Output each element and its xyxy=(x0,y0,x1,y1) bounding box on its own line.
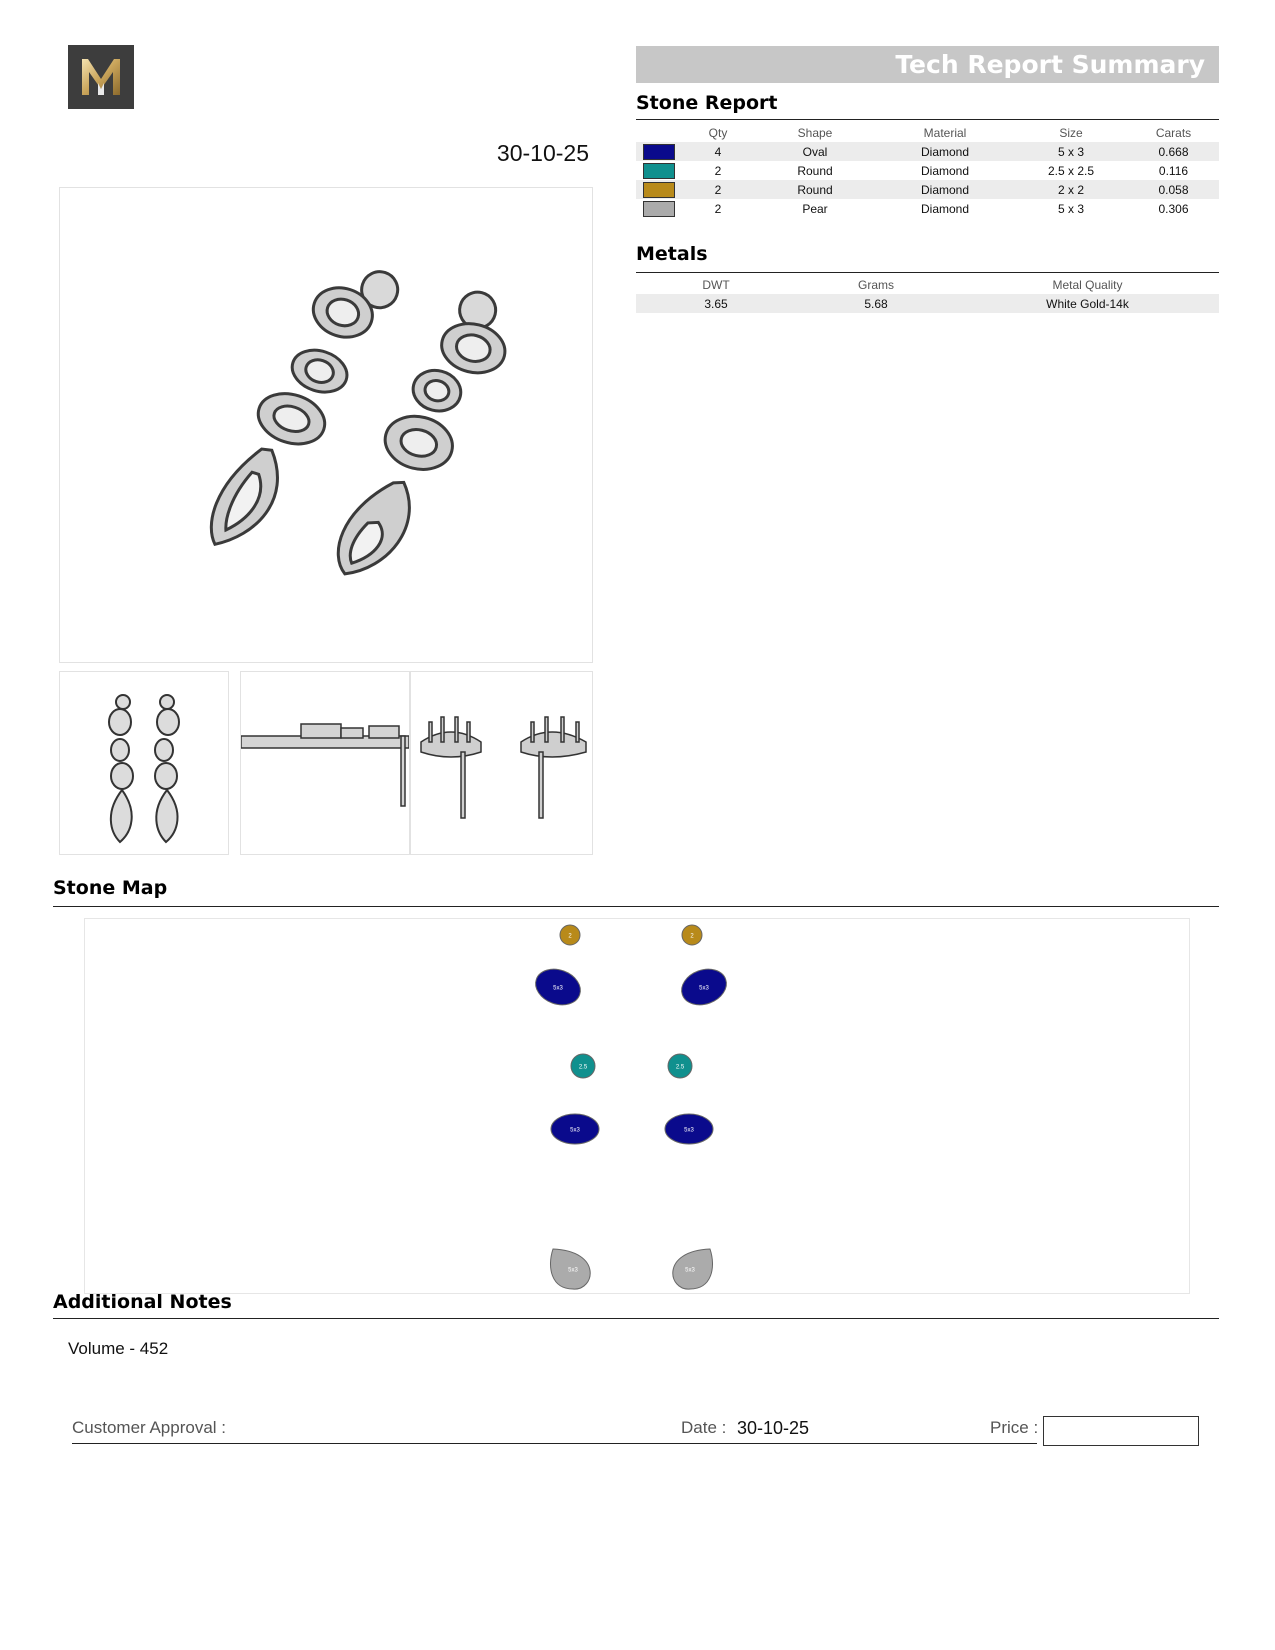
stone-material: Diamond xyxy=(876,180,1014,199)
stone-material: Diamond xyxy=(876,142,1014,161)
stone-map-label: 5x3 xyxy=(699,985,709,992)
metal-grams: 5.68 xyxy=(796,294,956,313)
main-render-image xyxy=(59,187,593,663)
stone-shape: Pear xyxy=(802,201,828,216)
stone-color-swatch xyxy=(643,144,675,160)
column-header: Metal Quality xyxy=(1052,278,1123,292)
column-header xyxy=(636,124,682,142)
thumbnail-side-render xyxy=(241,672,409,854)
stone-size: 2 x 2 xyxy=(1014,180,1128,199)
approval-date-value: 30-10-25 xyxy=(737,1418,810,1438)
price-field[interactable] xyxy=(1043,1416,1199,1446)
stone-qty: 2 xyxy=(714,163,722,178)
column-header: Material xyxy=(923,126,967,140)
metal-quality: White Gold-14k xyxy=(956,294,1219,313)
stone-map-round-stone xyxy=(560,925,580,945)
stone-map-canvas xyxy=(84,918,1190,1294)
stone-map-label: 5x3 xyxy=(568,1267,578,1274)
stone-map-label: 5x3 xyxy=(570,1127,580,1134)
table-header-row xyxy=(636,276,1219,294)
table-row xyxy=(636,199,1219,218)
stone-carats: 0.668 xyxy=(1128,142,1219,161)
stone-size: 5 x 3 xyxy=(1057,201,1084,216)
stone-color-swatch xyxy=(643,163,675,179)
table-row xyxy=(636,161,1219,180)
stone-color-cell xyxy=(636,161,682,180)
stone-map-oval-stone xyxy=(677,963,732,1011)
stone-map-label: 2 xyxy=(568,933,572,940)
stone-color-swatch xyxy=(643,182,675,198)
stone-map-oval-stone xyxy=(531,963,586,1011)
report-title: Tech Report Summary xyxy=(895,50,1205,79)
stone-size: 2.5 x 2.5 xyxy=(1047,163,1095,178)
column-header: Qty xyxy=(708,126,728,140)
stone-map-divider xyxy=(53,906,1219,907)
thumbnail-front-view xyxy=(59,671,229,855)
stone-color-cell xyxy=(636,180,682,199)
company-logo xyxy=(68,45,134,109)
stone-material: Diamond xyxy=(920,163,970,178)
table-row xyxy=(636,180,1219,199)
stone-map-label: 2 xyxy=(690,933,694,940)
stone-report-divider xyxy=(636,119,1219,120)
stone-map-pear-stone xyxy=(673,1249,713,1289)
stone-color-swatch xyxy=(643,201,675,217)
earring-render xyxy=(60,188,592,662)
price-label: Price : xyxy=(990,1418,1039,1437)
stone-shape: Oval xyxy=(754,142,876,161)
metal-dwt: 3.65 xyxy=(636,294,796,313)
stone-qty: 2 xyxy=(682,180,754,199)
stone-report-title: Stone Report xyxy=(636,92,778,114)
stone-color-cell xyxy=(636,142,682,161)
notes-text: Volume - 452 xyxy=(68,1339,169,1358)
column-header: DWT xyxy=(702,278,730,292)
report-date: 30-10-25 xyxy=(496,140,589,166)
stone-map-oval-stone xyxy=(551,1114,599,1144)
column-header: Size xyxy=(1059,126,1083,140)
stone-map-label: 5x3 xyxy=(684,1127,694,1134)
notes-divider xyxy=(53,1318,1219,1319)
stone-qty: 4 xyxy=(682,142,754,161)
thumbnail-profile-view xyxy=(410,671,593,855)
stone-carats: 0.306 xyxy=(1158,201,1189,216)
stone-shape: Round xyxy=(754,180,876,199)
stone-carats: 0.058 xyxy=(1128,180,1219,199)
date-label: Date : xyxy=(681,1418,727,1437)
stone-color-cell xyxy=(636,199,682,218)
stone-map-round-stone xyxy=(668,1054,692,1078)
table-row xyxy=(636,142,1219,161)
metals-divider xyxy=(636,272,1219,273)
stone-material: Diamond xyxy=(920,201,970,216)
stone-map-label: 5x3 xyxy=(553,985,563,992)
customer-approval-label: Customer Approval : xyxy=(72,1418,227,1437)
stone-qty: 2 xyxy=(714,201,722,216)
stone-size: 5 x 3 xyxy=(1014,142,1128,161)
stone-map-label: 5x3 xyxy=(685,1267,695,1274)
table-row xyxy=(636,294,1219,313)
thumbnail-side-view xyxy=(240,671,410,855)
stone-report-table xyxy=(636,124,1219,218)
thumbnail-front-render xyxy=(60,672,228,854)
metals-table xyxy=(636,276,1219,313)
approval-signature-line xyxy=(72,1443,1037,1444)
stone-map-label: 2.5 xyxy=(675,1064,685,1071)
column-header: Shape xyxy=(797,126,833,140)
stone-map-pear-stone xyxy=(550,1249,590,1289)
report-title-bar xyxy=(636,46,1219,83)
stone-map-oval-stone xyxy=(665,1114,713,1144)
column-header: Carats xyxy=(1155,126,1192,140)
metals-title: Metals xyxy=(636,243,708,265)
stone-map-round-stone xyxy=(682,925,702,945)
stone-shape: Round xyxy=(797,163,833,178)
stone-map-title: Stone Map xyxy=(53,877,168,899)
stone-map-label: 2.5 xyxy=(578,1064,588,1071)
stone-carats: 0.116 xyxy=(1158,163,1189,178)
stone-map-round-stone xyxy=(571,1054,595,1078)
stone-map-diagram xyxy=(85,919,1189,1293)
table-header-row xyxy=(636,124,1219,142)
column-header: Grams xyxy=(858,278,894,292)
notes-title: Additional Notes xyxy=(53,1291,232,1313)
thumbnail-profile-render xyxy=(411,672,592,854)
